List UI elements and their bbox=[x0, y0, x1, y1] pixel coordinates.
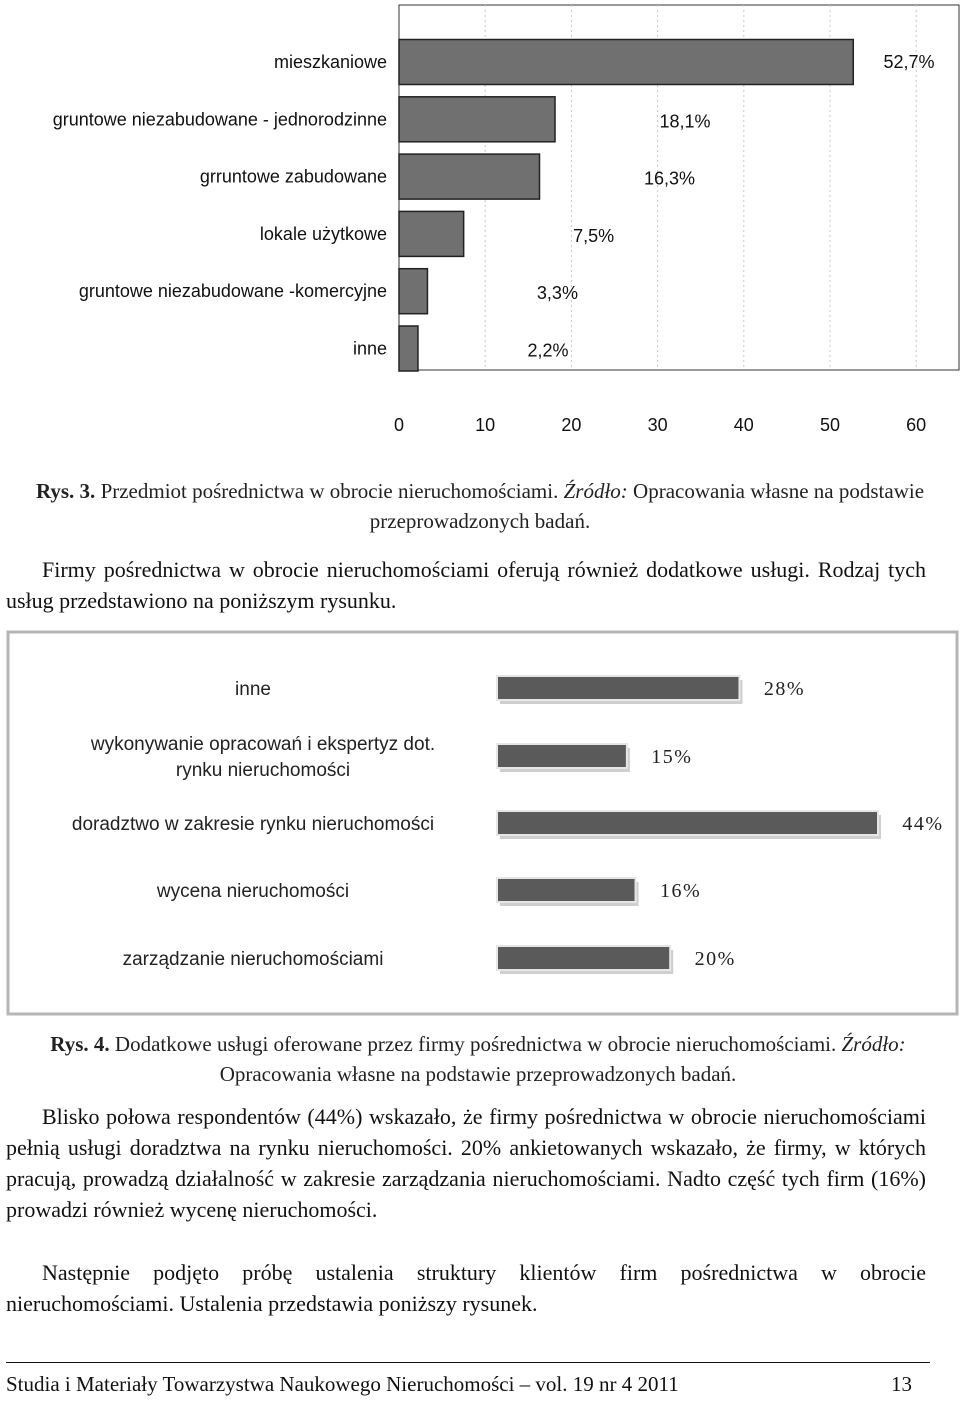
data-label: 16% bbox=[659, 880, 702, 902]
chart-property-types bbox=[0, 0, 960, 440]
bar bbox=[497, 946, 670, 970]
x-tick-label: 50 bbox=[819, 415, 841, 435]
x-tick-label: 40 bbox=[733, 415, 754, 435]
category-label: lokale użytkowe bbox=[259, 223, 387, 244]
category-label: rynku nieruchomości bbox=[175, 760, 351, 781]
data-label: 44% bbox=[902, 813, 944, 835]
data-label: 28% bbox=[763, 678, 806, 700]
paragraph-results: Blisko połowa respondentów (44%) wskazało, że firmy pośrednictwa w obrocie nieruchomościami pełnią usługi doradztwa na rynku nieruchomości. 20% ankietowanych wskazało, że firmy, w których pracują, prowadzą działalność w zakresie zarządzania nieruchomościami. Nadto część tych firm (16%) prowadzi również wycenę nieruchomości. bbox=[6, 1104, 926, 1222]
figure-3-source-label: Źródło: bbox=[563, 479, 628, 503]
figure-4-label: Rys. 4. bbox=[50, 1032, 110, 1056]
bar bbox=[399, 211, 464, 256]
data-label: 15% bbox=[651, 746, 693, 768]
figure-4-source: Opracowania własne na podstawie przeprowadzonych badań. bbox=[219, 1062, 737, 1086]
data-label: 3,3% bbox=[536, 283, 578, 304]
figure-4-caption bbox=[18, 1029, 938, 1089]
figure-3-title: Przedmiot pośrednictwa w obrocie nieruchomościami. bbox=[95, 479, 564, 503]
page-footer bbox=[6, 1370, 930, 1398]
bar bbox=[399, 40, 853, 85]
x-tick-label: 30 bbox=[647, 415, 668, 435]
data-label: 20% bbox=[694, 948, 736, 970]
figure-4-title: Dodatkowe usługi oferowane przez firmy pośrednictwa w obrocie nieruchomościami. bbox=[109, 1032, 842, 1056]
category-label: inne bbox=[352, 338, 387, 359]
figure-3-label: Rys. 3. bbox=[35, 479, 96, 503]
category-label: zarządzanie nieruchomościami bbox=[122, 949, 384, 970]
category-label: mieszkaniowe bbox=[273, 52, 387, 72]
x-tick-label: 20 bbox=[561, 415, 582, 435]
x-tick-label: 60 bbox=[906, 415, 927, 435]
bar bbox=[497, 878, 636, 902]
x-tick-label: 0 bbox=[393, 415, 405, 435]
bar bbox=[399, 269, 427, 314]
journal-name: Studia i Materiały Towarzystwa Naukowego Nieruchomości – vol. 19 nr 4 2011 bbox=[6, 1372, 679, 1396]
bar bbox=[399, 97, 555, 142]
category-label: wycena nieruchomości bbox=[156, 881, 350, 902]
bar bbox=[497, 744, 627, 768]
category-label: grruntowe zabudowane bbox=[199, 166, 387, 187]
figure-3-source: Opracowania własne na podstawie przeprowadzonych badań. bbox=[369, 479, 925, 533]
x-tick-label: 10 bbox=[475, 415, 496, 435]
page-number: 13 bbox=[891, 1372, 912, 1396]
category-label: gruntowe niezabudowane -komercyjne bbox=[78, 281, 387, 302]
chart-additional-services bbox=[0, 628, 960, 1020]
category-label: inne bbox=[235, 679, 271, 700]
bar bbox=[497, 676, 739, 700]
data-label: 52,7% bbox=[883, 52, 935, 72]
bar bbox=[497, 811, 878, 835]
paragraph-clients: Następnie podjęto próbę ustalenia struktury klientów firm pośrednictwa w obrocie nieruchomościami. Ustalenia przedstawia poniższy rysunek. bbox=[6, 1260, 926, 1316]
bar bbox=[399, 154, 540, 199]
bar bbox=[399, 326, 418, 371]
category-label: gruntowe niezabudowane - jednorodzinne bbox=[52, 109, 387, 130]
figure-3-caption bbox=[0, 476, 960, 536]
category-label: wykonywanie opracowań i ekspertyz dot. bbox=[90, 734, 436, 755]
data-label: 2,2% bbox=[527, 340, 569, 361]
footer-divider bbox=[6, 1362, 930, 1363]
data-label: 16,3% bbox=[643, 168, 696, 189]
category-label: doradztwo w zakresie rynku nieruchomości bbox=[71, 814, 435, 835]
data-label: 7,5% bbox=[573, 225, 615, 246]
paragraph-additional-services: Firmy pośrednictwa w obrocie nieruchomościami oferują również dodatkowe usługi. Rodzaj tych usług przedstawiono na poniższym rysunku. bbox=[6, 557, 926, 613]
data-label: 18,1% bbox=[659, 111, 711, 132]
figure-4-source-label: Źródło: bbox=[841, 1032, 906, 1056]
